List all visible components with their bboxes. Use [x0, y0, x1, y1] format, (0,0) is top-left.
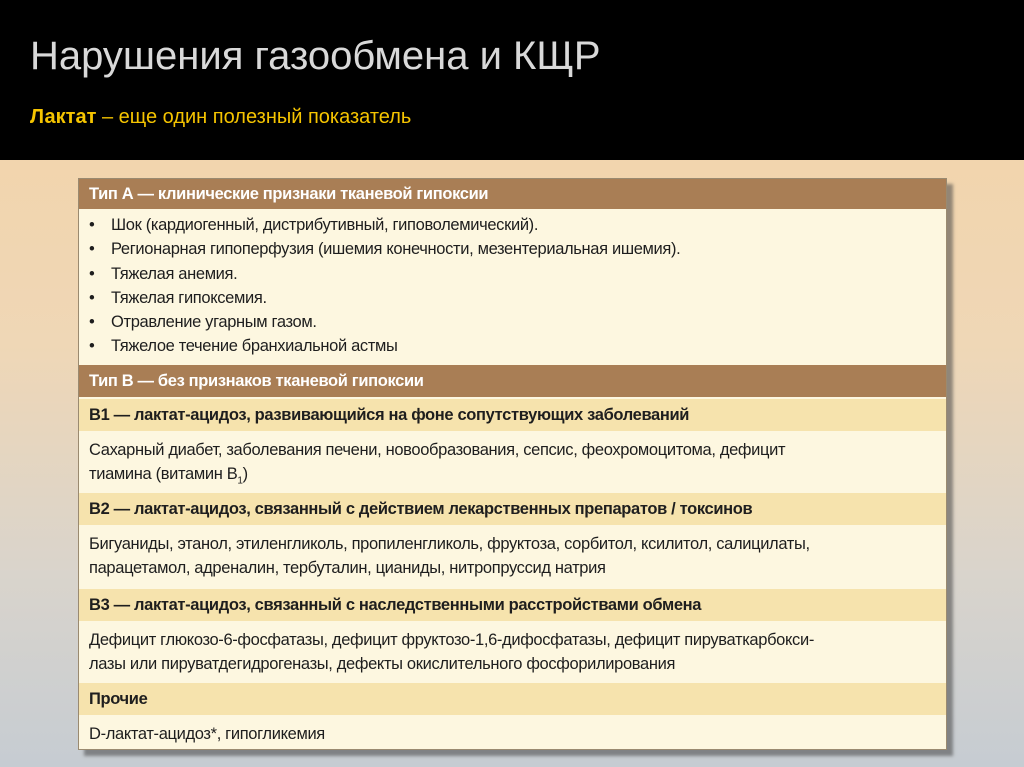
subtitle-rest: – еще один полезный показатель — [96, 106, 412, 128]
list-item: • Тяжелое течение бранхиальной астмы — [89, 334, 946, 358]
text-line: Сахарный диабет, заболевания печени, новообразования, сепсис, феохромоцитома, дефицит — [89, 441, 786, 459]
lactate-table — [78, 178, 947, 750]
other-text — [79, 717, 946, 749]
list-item: • Шок (кардиогенный, дистрибутивный, гиповолемический). — [89, 213, 946, 237]
text-line: Бигуаниды, этанол, этиленгликоль, пропиленгликоль, фруктоза, сорбитол, ксилитол, салицилаты, — [89, 535, 810, 553]
type-b-heading: Тип В — без признаков тканевой гипоксии — [79, 365, 946, 397]
text-line: Дефицит глюкозо-6-фосфатазы, дефицит фруктозо-1,6-дифосфатазы, дефицит пируваткарбокси- — [89, 631, 814, 649]
subtitle-bold: Лактат — [30, 106, 97, 128]
b3-heading: В3 — лактат-ацидоз, связанный с наследственными расстройствами обмена — [79, 587, 946, 623]
list-item: • Тяжелая анемия. — [89, 262, 946, 286]
list-item: • Тяжелая гипоксемия. — [89, 286, 946, 310]
text-line: D-лактат-ацидоз*, гипогликемия — [89, 725, 325, 743]
text-line: лазы или пируватдегидрогеназы, дефекты окислительного фосфорилирования — [89, 655, 676, 673]
b1-heading: В1 — лактат-ацидоз, развивающийся на фоне сопутствующих заболеваний — [79, 397, 946, 433]
text-part: тиамина (витамин В — [89, 465, 238, 483]
text-line — [89, 462, 946, 493]
b2-heading: В2 — лактат-ацидоз, связанный с действием лекарственных препаратов / токсинов — [79, 491, 946, 527]
list-item: • Регионарная гипоперфузия (ишемия конечности, мезентериальная ишемия). — [89, 237, 946, 261]
text-part: ) — [242, 465, 248, 483]
slide-subtitle — [30, 106, 411, 129]
subscript: 1 — [237, 475, 243, 487]
title-bar — [0, 0, 1024, 160]
type-a-list — [79, 209, 946, 364]
b1-text — [79, 433, 946, 491]
text-line: парацетамол, адреналин, тербуталин, цианиды, нитропруссид натрия — [89, 559, 606, 577]
b2-text — [79, 527, 946, 587]
b3-text — [79, 623, 946, 681]
other-heading: Прочие — [79, 681, 946, 717]
slide-title: Нарушения газообмена и КЩР — [30, 34, 601, 78]
type-a-heading: Тип А — клинические признаки тканевой гипоксии — [79, 179, 946, 209]
list-item: • Отравление угарным газом. — [89, 310, 946, 334]
